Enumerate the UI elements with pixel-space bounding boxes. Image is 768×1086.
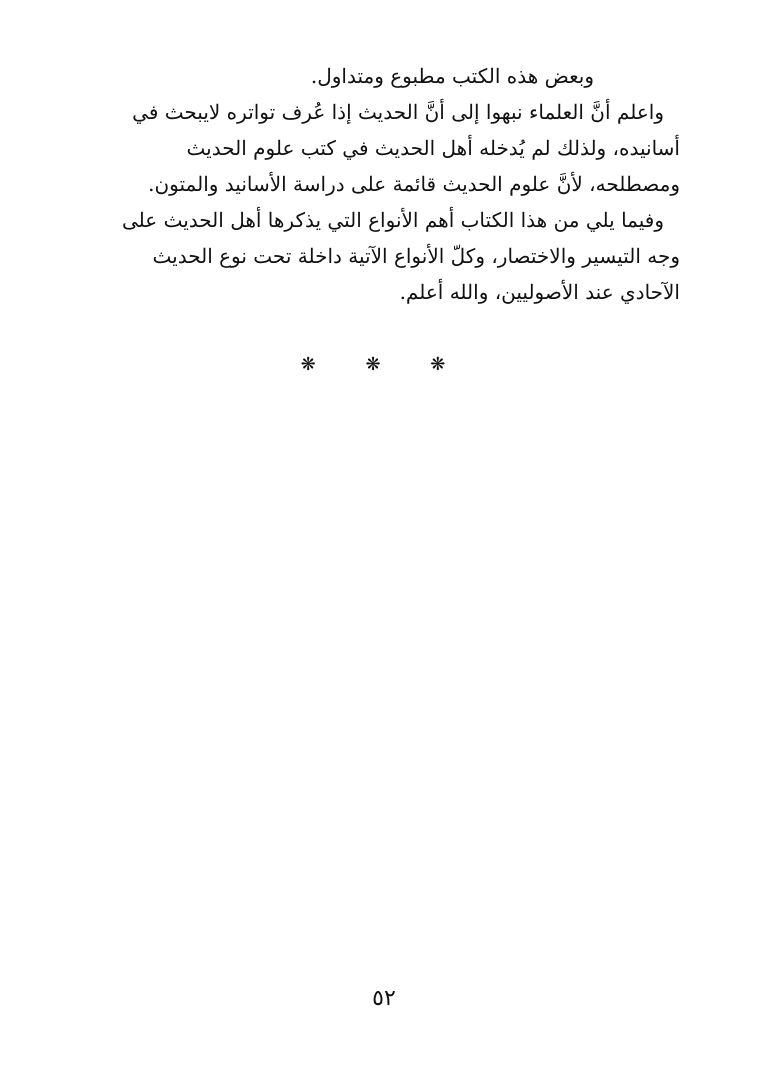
paragraph-3 <box>96 202 680 310</box>
text-line: وفيما يلي من هذا الكتاب أهم الأنواع التي يذكرها أهل الحديث على <box>121 208 664 232</box>
section-separator: ❋ ❋ ❋ <box>300 354 468 375</box>
paragraph-1 <box>96 58 680 94</box>
text-line: وجه التيسير والاختصار، وكلّ الأنواع الآتية داخلة تحت نوع الحديث <box>152 244 680 268</box>
paragraph-2 <box>96 94 680 202</box>
main-text <box>96 58 680 310</box>
text-line: وبعض هذه الكتب مطبوع ومتداول. <box>310 64 594 88</box>
text-line: ومصطلحه، لأنَّ علوم الحديث قائمة على دراسة الأسانيد والمتون. <box>148 172 680 196</box>
text-line: أسانيده، ولذلك لم يُدخله أهل الحديث في كتب علوم الحديث <box>186 136 680 160</box>
text-line: واعلم أنَّ العلماء نبهوا إلى أنَّ الحديث إذا عُرف تواتره لايبحث في <box>132 100 664 124</box>
text-line: الآحادي عند الأصوليين، والله أعلم. <box>399 280 680 304</box>
page-number: ٥٢ <box>372 986 396 1011</box>
